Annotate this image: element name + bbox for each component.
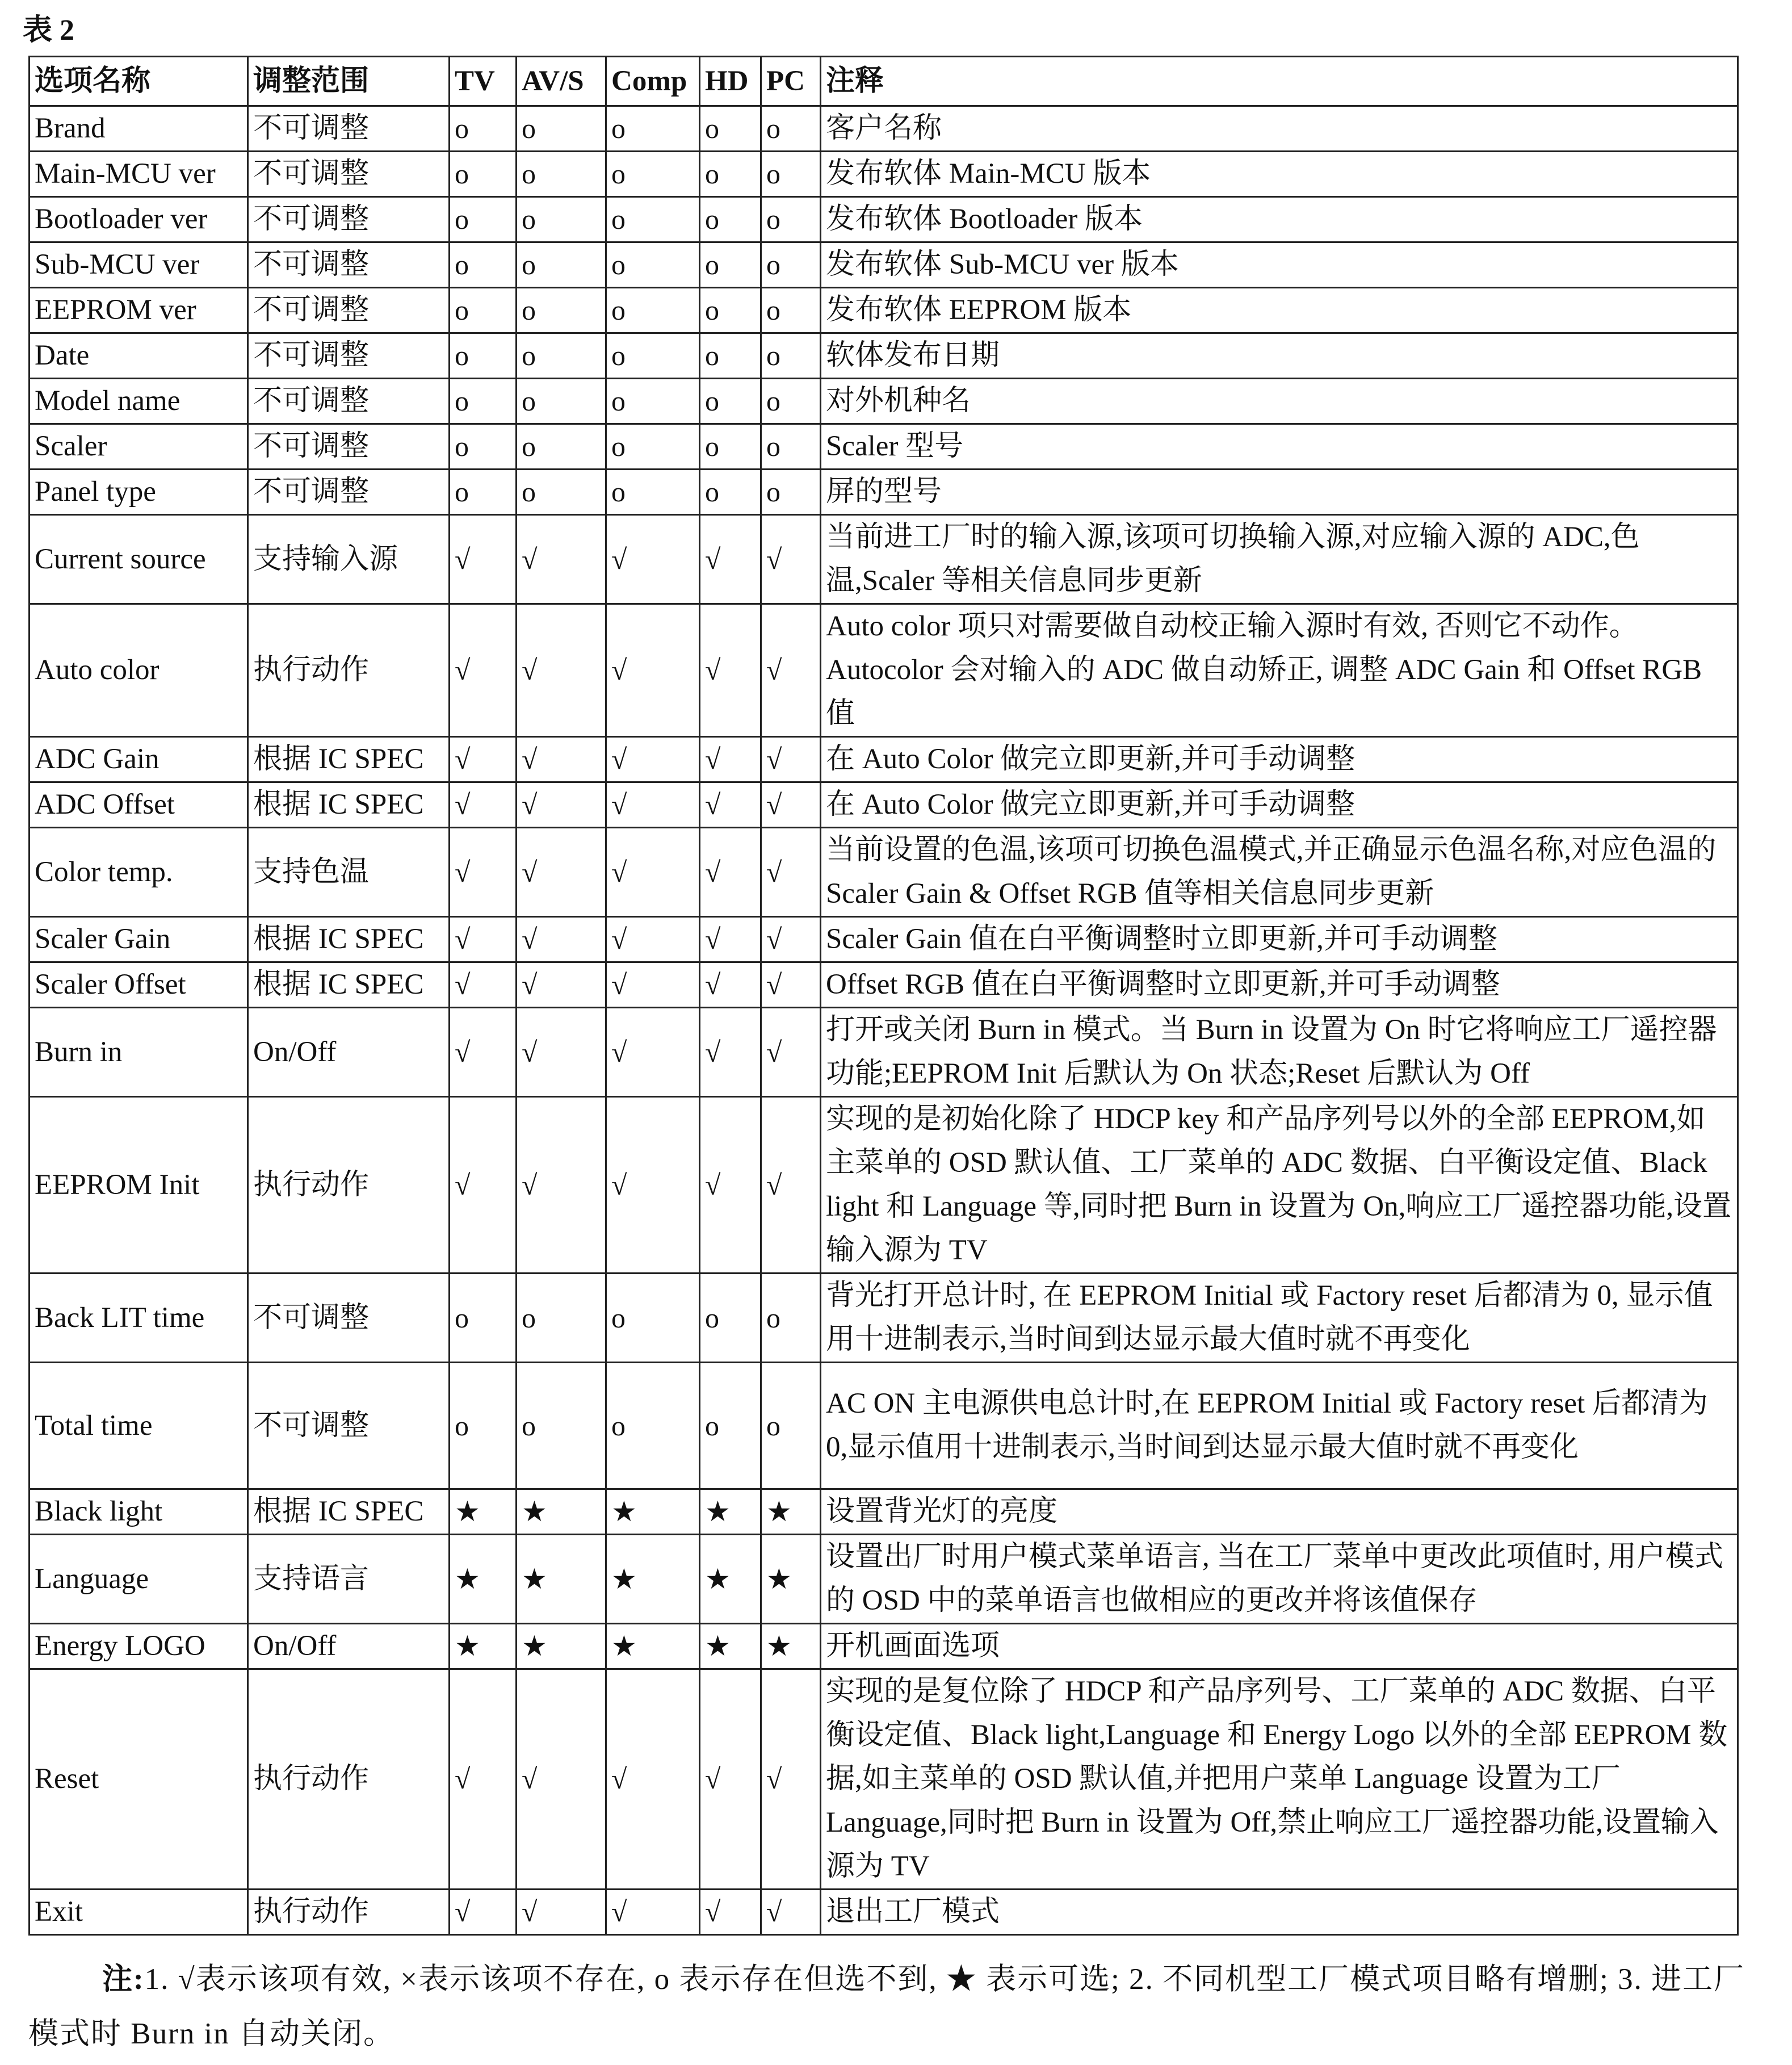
cell-tv: √	[450, 1008, 517, 1097]
cell-hd: √	[700, 1669, 761, 1890]
cell-hd: ★	[700, 1535, 761, 1624]
cell-pc: √	[761, 782, 821, 828]
cell-option-name: ADC Offset	[30, 782, 248, 828]
cell-hd: √	[700, 782, 761, 828]
cell-note: 打开或关闭 Burn in 模式。当 Burn in 设置为 On 时它将响应工厂遥控器功能;EEPROM Init 后默认为 On 状态;Reset 后默认为 Off	[821, 1008, 1738, 1097]
table-row	[30, 1097, 1738, 1274]
cell-adjust-range: 根据 IC SPEC	[248, 1489, 450, 1535]
cell-hd: o	[700, 470, 761, 515]
cell-hd: √	[700, 1890, 761, 1935]
cell-option-name: Exit	[30, 1890, 248, 1935]
table-row	[30, 152, 1738, 197]
cell-adjust-range: 根据 IC SPEC	[248, 782, 450, 828]
cell-avs: o	[517, 379, 606, 424]
cell-comp: o	[606, 152, 700, 197]
table-row	[30, 1274, 1738, 1363]
cell-option-name: Auto color	[30, 604, 248, 737]
table-row	[30, 379, 1738, 424]
cell-tv: √	[450, 737, 517, 782]
header-notes: 注释	[821, 57, 1738, 106]
cell-option-name: Scaler Gain	[30, 917, 248, 962]
cell-comp: o	[606, 197, 700, 242]
cell-pc: √	[761, 1008, 821, 1097]
cell-option-name: Scaler	[30, 424, 248, 470]
cell-comp: √	[606, 1097, 700, 1274]
footnote-label: 注:	[102, 1963, 145, 1996]
cell-avs: ★	[517, 1535, 606, 1624]
cell-comp: o	[606, 470, 700, 515]
cell-option-name: Current source	[30, 515, 248, 604]
cell-note: 软体发布日期	[821, 333, 1738, 379]
cell-option-name: Reset	[30, 1669, 248, 1890]
footnote	[28, 1952, 1765, 2061]
cell-option-name: Bootloader ver	[30, 197, 248, 242]
cell-tv: √	[450, 1669, 517, 1890]
cell-adjust-range: 不可调整	[248, 1274, 450, 1363]
header-tv: TV	[450, 57, 517, 106]
cell-note: 实现的是初始化除了 HDCP key 和产品序列号以外的全部 EEPROM,如主菜单的 OSD 默认值、工厂菜单的 ADC 数据、白平衡设定值、Black light 和 Language 等,同时把 Burn in 设置为 On,响应工厂遥控器功能,设置输入源为 TV	[821, 1097, 1738, 1274]
cell-avs: ★	[517, 1624, 606, 1669]
cell-hd: o	[700, 197, 761, 242]
cell-pc: ★	[761, 1489, 821, 1535]
header-avs: AV/S	[517, 57, 606, 106]
cell-avs: o	[517, 1274, 606, 1363]
cell-tv: o	[450, 106, 517, 152]
cell-adjust-range: 不可调整	[248, 106, 450, 152]
cell-avs: o	[517, 197, 606, 242]
cell-note: 屏的型号	[821, 470, 1738, 515]
header-row	[30, 57, 1738, 106]
cell-pc: o	[761, 470, 821, 515]
cell-avs: √	[517, 604, 606, 737]
cell-option-name: Energy LOGO	[30, 1624, 248, 1669]
header-pc: PC	[761, 57, 821, 106]
cell-comp: o	[606, 379, 700, 424]
cell-tv: √	[450, 1890, 517, 1935]
cell-avs: √	[517, 1890, 606, 1935]
table-row	[30, 1669, 1738, 1890]
cell-hd: o	[700, 1274, 761, 1363]
cell-pc: √	[761, 1097, 821, 1274]
cell-note: Offset RGB 值在白平衡调整时立即更新,并可手动调整	[821, 962, 1738, 1008]
cell-avs: o	[517, 424, 606, 470]
cell-adjust-range: 不可调整	[248, 379, 450, 424]
cell-comp: o	[606, 1274, 700, 1363]
cell-adjust-range: 不可调整	[248, 288, 450, 333]
cell-adjust-range: 不可调整	[248, 242, 450, 288]
cell-hd: o	[700, 424, 761, 470]
table-row	[30, 917, 1738, 962]
table-row	[30, 962, 1738, 1008]
cell-pc: o	[761, 424, 821, 470]
cell-pc: o	[761, 106, 821, 152]
cell-pc: √	[761, 828, 821, 917]
table-row	[30, 737, 1738, 782]
cell-adjust-range: On/Off	[248, 1624, 450, 1669]
cell-comp: o	[606, 242, 700, 288]
table-row	[30, 1624, 1738, 1669]
cell-avs: √	[517, 1097, 606, 1274]
cell-tv: o	[450, 197, 517, 242]
cell-option-name: Total time	[30, 1363, 248, 1489]
cell-comp: √	[606, 1008, 700, 1097]
cell-hd: √	[700, 962, 761, 1008]
cell-comp: √	[606, 1669, 700, 1890]
cell-avs: o	[517, 106, 606, 152]
cell-tv: √	[450, 782, 517, 828]
footnote-text: 1. √表示该项有效, ×表示该项不存在, o 表示存在但选不到, ★ 表示可选; 2. 不同机型工厂模式项目略有增删; 3. 进工厂模式时 Burn in 自动关闭。	[28, 1963, 1745, 2050]
cell-tv: o	[450, 288, 517, 333]
cell-adjust-range: 支持色温	[248, 828, 450, 917]
cell-adjust-range: 支持语言	[248, 1535, 450, 1624]
cell-pc: √	[761, 515, 821, 604]
cell-hd: √	[700, 604, 761, 737]
table-row	[30, 1890, 1738, 1935]
cell-avs: o	[517, 242, 606, 288]
cell-pc: o	[761, 288, 821, 333]
cell-pc: √	[761, 1669, 821, 1890]
cell-hd: o	[700, 152, 761, 197]
cell-avs: √	[517, 737, 606, 782]
cell-note: 背光打开总计时, 在 EEPROM Initial 或 Factory reset 后都清为 0, 显示值用十进制表示,当时间到达显示最大值时就不再变化	[821, 1274, 1738, 1363]
table-row	[30, 782, 1738, 828]
cell-adjust-range: 不可调整	[248, 197, 450, 242]
cell-avs: √	[517, 962, 606, 1008]
cell-note: 对外机种名	[821, 379, 1738, 424]
cell-option-name: Scaler Offset	[30, 962, 248, 1008]
cell-note: Scaler 型号	[821, 424, 1738, 470]
cell-avs: o	[517, 1363, 606, 1489]
cell-adjust-range: 不可调整	[248, 333, 450, 379]
header-adjust-range: 调整范围	[248, 57, 450, 106]
cell-note: Auto color 项只对需要做自动校正输入源时有效, 否则它不动作。Autocolor 会对输入的 ADC 做自动矫正, 调整 ADC Gain 和 Offset RGB 值	[821, 604, 1738, 737]
cell-adjust-range: 不可调整	[248, 470, 450, 515]
cell-option-name: Main-MCU ver	[30, 152, 248, 197]
cell-avs: o	[517, 152, 606, 197]
header-comp: Comp	[606, 57, 700, 106]
cell-pc: o	[761, 379, 821, 424]
cell-pc: √	[761, 604, 821, 737]
cell-note: 发布软体 Sub-MCU ver 版本	[821, 242, 1738, 288]
cell-note: 设置出厂时用户模式菜单语言, 当在工厂菜单中更改此项值时, 用户模式的 OSD 中的菜单语言也做相应的更改并将该值保存	[821, 1535, 1738, 1624]
factory-menu-table	[28, 56, 1739, 1936]
cell-note: 在 Auto Color 做完立即更新,并可手动调整	[821, 782, 1738, 828]
cell-tv: o	[450, 379, 517, 424]
cell-option-name: Sub-MCU ver	[30, 242, 248, 288]
cell-comp: o	[606, 106, 700, 152]
cell-comp: √	[606, 737, 700, 782]
cell-avs: √	[517, 917, 606, 962]
cell-avs: √	[517, 828, 606, 917]
cell-hd: ★	[700, 1489, 761, 1535]
cell-adjust-range: On/Off	[248, 1008, 450, 1097]
cell-tv: o	[450, 242, 517, 288]
cell-hd: √	[700, 1097, 761, 1274]
cell-pc: √	[761, 1890, 821, 1935]
cell-tv: o	[450, 152, 517, 197]
cell-hd: √	[700, 828, 761, 917]
cell-note: 客户名称	[821, 106, 1738, 152]
cell-comp: o	[606, 424, 700, 470]
cell-comp: o	[606, 333, 700, 379]
cell-adjust-range: 执行动作	[248, 604, 450, 737]
cell-pc: ★	[761, 1624, 821, 1669]
cell-pc: o	[761, 1274, 821, 1363]
cell-tv: o	[450, 333, 517, 379]
table-row	[30, 1363, 1738, 1489]
cell-tv: √	[450, 1097, 517, 1274]
cell-option-name: Panel type	[30, 470, 248, 515]
cell-tv: ★	[450, 1489, 517, 1535]
cell-adjust-range: 根据 IC SPEC	[248, 737, 450, 782]
cell-avs: √	[517, 515, 606, 604]
cell-hd: o	[700, 106, 761, 152]
cell-pc: √	[761, 917, 821, 962]
cell-pc: √	[761, 962, 821, 1008]
cell-comp: √	[606, 515, 700, 604]
table-row	[30, 828, 1738, 917]
cell-adjust-range: 执行动作	[248, 1890, 450, 1935]
cell-hd: √	[700, 515, 761, 604]
table-row	[30, 333, 1738, 379]
cell-tv: o	[450, 424, 517, 470]
cell-tv: o	[450, 1274, 517, 1363]
table-caption: 表 2	[23, 14, 75, 47]
cell-hd: o	[700, 379, 761, 424]
cell-note: 实现的是复位除了 HDCP 和产品序列号、工厂菜单的 ADC 数据、白平衡设定值、Black light,Language 和 Energy Logo 以外的全部 EEPROM 数据,如主菜单的 OSD 默认值,并把用户菜单 Language 设置为工厂 Language,同时把 Burn in 设置为 Off,禁止响应工厂遥控器功能,设置输入源为 TV	[821, 1669, 1738, 1890]
cell-pc: o	[761, 242, 821, 288]
cell-note: 在 Auto Color 做完立即更新,并可手动调整	[821, 737, 1738, 782]
cell-tv: ★	[450, 1535, 517, 1624]
cell-tv: o	[450, 1363, 517, 1489]
cell-comp: o	[606, 1363, 700, 1489]
cell-adjust-range: 执行动作	[248, 1669, 450, 1890]
cell-tv: √	[450, 604, 517, 737]
cell-adjust-range: 根据 IC SPEC	[248, 917, 450, 962]
cell-comp: ★	[606, 1535, 700, 1624]
cell-comp: o	[606, 288, 700, 333]
cell-adjust-range: 不可调整	[248, 424, 450, 470]
cell-note: 退出工厂模式	[821, 1890, 1738, 1935]
cell-avs: √	[517, 782, 606, 828]
header-hd: HD	[700, 57, 761, 106]
cell-avs: √	[517, 1669, 606, 1890]
cell-hd: o	[700, 1363, 761, 1489]
cell-note: 发布软体 Bootloader 版本	[821, 197, 1738, 242]
cell-pc: o	[761, 152, 821, 197]
cell-adjust-range: 不可调整	[248, 1363, 450, 1489]
cell-option-name: Language	[30, 1535, 248, 1624]
cell-comp: √	[606, 1890, 700, 1935]
cell-hd: √	[700, 1008, 761, 1097]
cell-comp: √	[606, 604, 700, 737]
cell-comp: √	[606, 782, 700, 828]
cell-note: 当前进工厂时的输入源,该项可切换输入源,对应输入源的 ADC,色温,Scaler 等相关信息同步更新	[821, 515, 1738, 604]
cell-note: AC ON 主电源供电总计时,在 EEPROM Initial 或 Factory reset 后都清为 0,显示值用十进制表示,当时间到达显示最大值时就不再变化	[821, 1363, 1738, 1489]
table-row	[30, 242, 1738, 288]
cell-option-name: Black light	[30, 1489, 248, 1535]
cell-hd: √	[700, 737, 761, 782]
cell-avs: o	[517, 470, 606, 515]
cell-avs: ★	[517, 1489, 606, 1535]
cell-note: 设置背光灯的亮度	[821, 1489, 1738, 1535]
cell-option-name: Date	[30, 333, 248, 379]
cell-pc: o	[761, 333, 821, 379]
cell-adjust-range: 执行动作	[248, 1097, 450, 1274]
table-row	[30, 288, 1738, 333]
cell-hd: o	[700, 288, 761, 333]
cell-comp: √	[606, 962, 700, 1008]
cell-tv: ★	[450, 1624, 517, 1669]
table-row	[30, 470, 1738, 515]
cell-option-name: ADC Gain	[30, 737, 248, 782]
cell-hd: o	[700, 242, 761, 288]
cell-option-name: EEPROM ver	[30, 288, 248, 333]
cell-tv: √	[450, 515, 517, 604]
cell-tv: √	[450, 917, 517, 962]
cell-note: 当前设置的色温,该项可切换色温模式,并正确显示色温名称,对应色温的 Scaler Gain & Offset RGB 值等相关信息同步更新	[821, 828, 1738, 917]
cell-comp: √	[606, 828, 700, 917]
table-row	[30, 106, 1738, 152]
table-row	[30, 1489, 1738, 1535]
table-row	[30, 1535, 1738, 1624]
table-row	[30, 424, 1738, 470]
cell-tv: o	[450, 470, 517, 515]
cell-note: 发布软体 EEPROM 版本	[821, 288, 1738, 333]
cell-option-name: EEPROM Init	[30, 1097, 248, 1274]
cell-note: Scaler Gain 值在白平衡调整时立即更新,并可手动调整	[821, 917, 1738, 962]
cell-option-name: Model name	[30, 379, 248, 424]
cell-avs: √	[517, 1008, 606, 1097]
cell-avs: o	[517, 288, 606, 333]
cell-adjust-range: 根据 IC SPEC	[248, 962, 450, 1008]
cell-note: 发布软体 Main-MCU 版本	[821, 152, 1738, 197]
cell-adjust-range: 不可调整	[248, 152, 450, 197]
table-row	[30, 197, 1738, 242]
cell-pc: o	[761, 1363, 821, 1489]
cell-tv: √	[450, 962, 517, 1008]
cell-comp: √	[606, 917, 700, 962]
table-row	[30, 1008, 1738, 1097]
cell-option-name: Brand	[30, 106, 248, 152]
table-row	[30, 604, 1738, 737]
cell-adjust-range: 支持输入源	[248, 515, 450, 604]
table-row	[30, 515, 1738, 604]
cell-pc: √	[761, 737, 821, 782]
cell-comp: ★	[606, 1489, 700, 1535]
header-option-name: 选项名称	[30, 57, 248, 106]
cell-hd: o	[700, 333, 761, 379]
cell-option-name: Color temp.	[30, 828, 248, 917]
cell-tv: √	[450, 828, 517, 917]
cell-option-name: Back LIT time	[30, 1274, 248, 1363]
cell-comp: ★	[606, 1624, 700, 1669]
table-body	[30, 106, 1738, 1935]
cell-note: 开机画面选项	[821, 1624, 1738, 1669]
cell-hd: √	[700, 917, 761, 962]
cell-hd: ★	[700, 1624, 761, 1669]
cell-option-name: Burn in	[30, 1008, 248, 1097]
cell-pc: ★	[761, 1535, 821, 1624]
cell-pc: o	[761, 197, 821, 242]
cell-avs: o	[517, 333, 606, 379]
